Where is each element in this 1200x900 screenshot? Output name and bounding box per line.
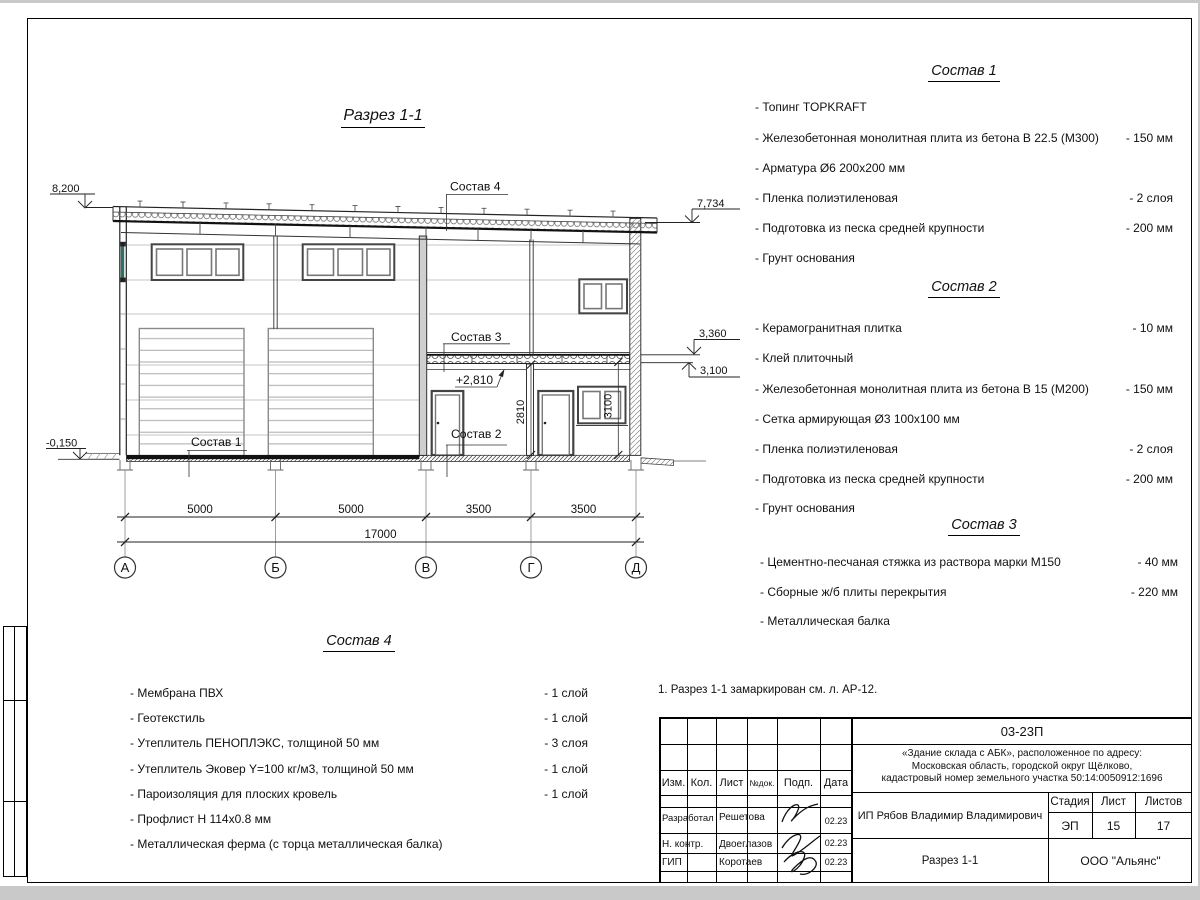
- side-stamp-cell: [3, 626, 27, 701]
- list-item: - Сетка армирующая Ø3 100х100 мм: [755, 412, 960, 426]
- tb-sheet-value: 15: [1106, 818, 1121, 833]
- list-item: - Геотекстиль - 1 слой: [130, 711, 588, 725]
- label-sostav1: Состав 1: [191, 435, 242, 449]
- list-item: - Керамогранитная плитка - 10 мм: [755, 321, 1173, 335]
- tb-header-data: Дата: [823, 777, 849, 789]
- tb-name: Коротаев: [719, 857, 763, 868]
- tb-project: [852, 748, 1192, 786]
- tb-role: Разработал: [662, 813, 714, 824]
- tb-stage-value: ЭП: [1061, 818, 1079, 833]
- list-item: - Пленка полиэтиленовая - 2 слоя: [755, 442, 1173, 456]
- tb-sheets-label: Листов: [1144, 796, 1183, 808]
- tb-date: 02.23: [824, 857, 848, 867]
- tb-role: ГИП: [662, 857, 682, 868]
- tb-stage-label: Стадия: [1050, 796, 1090, 808]
- list-item: - Металлическая балка: [760, 614, 890, 628]
- signature-strokes: [778, 796, 822, 882]
- label-sostav4: Состав 4: [450, 179, 501, 194]
- list-item: - Сборные ж/б плиты перекрытия - 220 мм: [760, 585, 1178, 599]
- list-item: - Подготовка из песка средней крупности - 200 мм: [755, 221, 1173, 235]
- axis-letter: Д: [631, 560, 641, 575]
- tb-sheet-label: Лист: [1101, 796, 1126, 808]
- axis-letter: Б: [271, 560, 280, 575]
- tb-doc-number: 03-23П: [1000, 724, 1044, 739]
- axis-letter: А: [120, 560, 130, 575]
- elevation-value: 7,734: [697, 198, 725, 210]
- side-stamp-divider: [14, 626, 15, 877]
- list-item: - Подготовка из песка средней крупности - 200 мм: [755, 472, 1173, 486]
- label-mezzanine-elevation: +2,810: [456, 373, 494, 387]
- dim-text: 3500: [570, 504, 597, 516]
- elevation-value: 3,100: [700, 365, 728, 377]
- side-stamp-cell: [3, 801, 27, 877]
- dim-text: 3500: [465, 504, 492, 516]
- tb-sheet-title: Разрез 1-1: [921, 854, 979, 867]
- wall-window-section: [121, 246, 124, 278]
- tb-project-line: кадастровый номер земельного участка 50:14:0050912:1696: [881, 773, 1163, 784]
- tb-date: 02.23: [824, 838, 848, 848]
- dim-text: 5000: [187, 504, 213, 516]
- axis-letter: Г: [527, 560, 535, 575]
- tb-company: ООО "Альянс": [1080, 853, 1161, 868]
- label-sostav3: Состав 3: [451, 329, 502, 344]
- comp4-title: Состав 4: [130, 633, 588, 652]
- list-item: - Профлист Н 114х0.8 мм: [130, 812, 272, 826]
- list-item: - Утеплитель ПЕНОПЛЭКС, толщиной 50 мм - 3 слоя: [130, 736, 588, 750]
- list-item: - Мембрана ПВХ - 1 слой: [130, 686, 588, 700]
- list-item: - Пароизоляция для плоских кровель - 1 слой: [130, 787, 588, 801]
- elevation-value: 3,360: [699, 328, 727, 340]
- elevation-value: 8,200: [52, 183, 80, 195]
- tb-header-kol: Кол.: [690, 777, 713, 789]
- drawing-view-title: Разрез 1-1: [318, 107, 448, 128]
- tb-header-list: Лист: [719, 777, 744, 789]
- list-item: - Цементно-песчаная стяжка из раствора марки М150 - 40 мм: [760, 555, 1178, 569]
- tb-header-izm: Изм.: [661, 777, 686, 789]
- svg-text:3100: 3100: [602, 393, 615, 419]
- list-item: - Топинг TOPKRAFT: [755, 100, 867, 114]
- elevation-value: -0,150: [46, 437, 78, 450]
- comp2-title: Состав 2: [755, 279, 1173, 298]
- list-item: - Арматура Ø6 200х200 мм: [755, 161, 906, 175]
- axis-letter: В: [421, 560, 431, 575]
- tb-header-podp: Подп.: [783, 777, 814, 789]
- comp3-title: Состав 3: [775, 517, 1193, 536]
- list-item: - Утеплитель Эковер Y=100 кг/м3, толщиной 50 мм - 1 слой: [130, 762, 588, 776]
- tb-header-ndok: №док.: [749, 778, 775, 788]
- drawing-note: 1. Разрез 1-1 замаркирован см. л. АР-12.: [658, 684, 878, 696]
- axis-grid: [115, 470, 647, 578]
- tb-name: Решетова: [719, 812, 765, 823]
- list-item: - Железобетонная монолитная плита из бетона В 15 (М200) - 150 мм: [755, 382, 1173, 396]
- tb-project-line: Московская область, городской округ Щёлково,: [911, 760, 1133, 772]
- svg-text:2810: 2810: [515, 399, 527, 425]
- list-item: - Железобетонная монолитная плита из бетона В 22.5 (М300) - 150 мм: [755, 131, 1173, 145]
- strip-window: [152, 244, 395, 280]
- dim-text: 5000: [338, 504, 364, 516]
- comp1-title: Состав 1: [755, 63, 1173, 82]
- list-item: - Клей плиточный: [755, 351, 854, 365]
- floor-slab: [58, 454, 706, 471]
- tb-name: Двоеглазов: [719, 839, 773, 850]
- tb-role: Н. контр.: [662, 839, 704, 850]
- roof-assembly: [113, 201, 657, 244]
- side-stamp-cell: [3, 700, 27, 802]
- list-item: - Металлическая ферма (с торца металлическая балка): [130, 837, 443, 851]
- section-drawing: [0, 0, 760, 610]
- tb-project-line: «Здание склада с АБК», расположенное по адресу:: [902, 748, 1142, 759]
- leader-arrowhead: [499, 369, 505, 377]
- list-item: - Грунт основания: [755, 251, 855, 265]
- list-item: - Пленка полиэтиленовая - 2 слоя: [755, 191, 1173, 205]
- tb-client: ИП Рябов Владимир Владимирович: [857, 809, 1043, 822]
- sectional-gate: [139, 329, 373, 457]
- tb-sheets-value: 17: [1156, 818, 1171, 833]
- label-sostav2: Состав 2: [451, 427, 502, 441]
- dim-text: 17000: [364, 529, 397, 541]
- list-item: - Грунт основания: [755, 501, 855, 515]
- tb-date: 02.23: [824, 815, 848, 826]
